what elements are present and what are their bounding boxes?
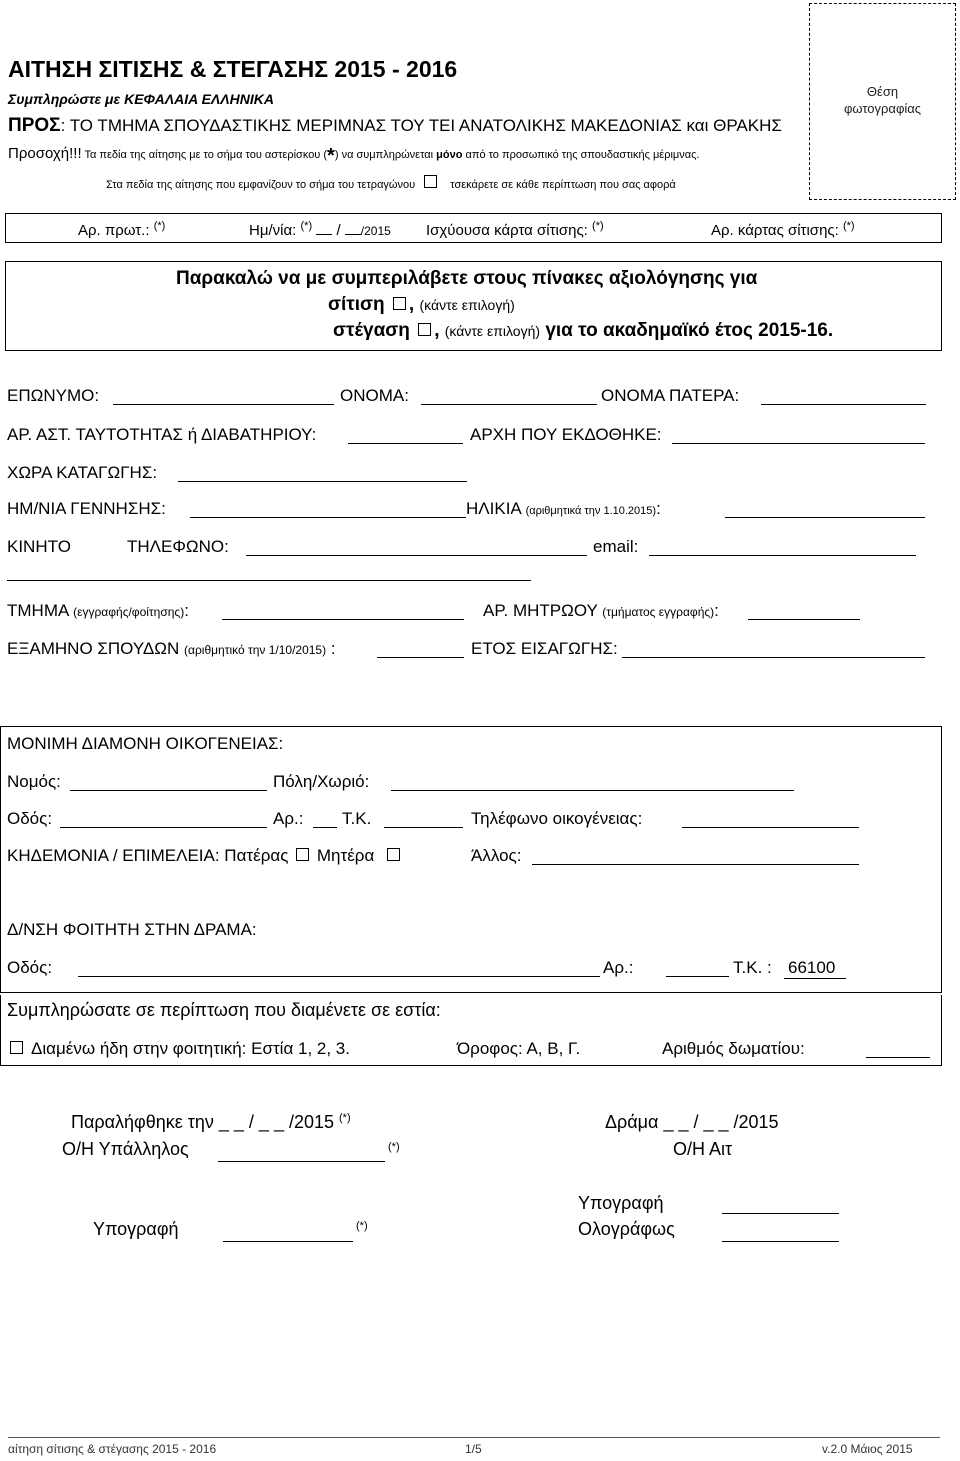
academic-year-text: για το ακαδημαϊκό έτος 2015-16.	[545, 320, 834, 341]
valid-card-text: Ισχύουσα κάρτα σίτισης:	[426, 222, 588, 239]
drama-number-field[interactable]	[666, 976, 729, 977]
received-date-text: Παραλήφθηκε την _ _ / _ _ /2015	[71, 1112, 334, 1132]
other-guardian-label: Άλλος:	[471, 846, 522, 865]
received-star-marker: (*)	[339, 1112, 351, 1124]
street-label: Οδός:	[7, 809, 53, 828]
family-phone-field[interactable]	[682, 827, 859, 828]
department-text: ΤΜΗΜΑ	[7, 601, 69, 620]
attention-label: Προσοχή!!!	[8, 145, 82, 162]
admin-star-marker: (*)	[842, 220, 855, 232]
country-label: ΧΩΡΑ ΚΑΤΑΓΩΓΗΣ:	[7, 463, 158, 482]
signature-star-marker: (*)	[356, 1220, 368, 1232]
checkbox-icon	[424, 175, 437, 188]
age-field[interactable]	[725, 517, 925, 518]
admin-row	[5, 213, 942, 243]
footer-left: αίτηση σίτισης & στέγασης 2015 - 2016	[8, 1442, 217, 1456]
id-number-field[interactable]	[348, 443, 463, 444]
father-name-label: ΟΝΟΜΑ ΠΑΤΕΡΑ:	[601, 386, 740, 405]
applicant-label: Ο/Η Αιτ	[673, 1139, 733, 1159]
other-guardian-field[interactable]	[532, 864, 859, 865]
email-label: email:	[593, 537, 639, 556]
entry-year-label: ΕΤΟΣ ΕΙΣΑΓΩΓΗΣ:	[471, 639, 618, 658]
form-title: ΑΙΤΗΣΗ ΣΙΤΙΣΗΣ & ΣΤΕΓΑΣΗΣ 2015 - 2016	[8, 56, 458, 82]
meals-checkbox[interactable]	[393, 297, 406, 310]
registry-number-note: (τμήματος εγγραφής)	[602, 605, 715, 619]
drama-address-heading: Δ/ΝΣΗ ΦΟΙΤΗΤΗ ΣΤΗΝ ΔΡΑΜΑ:	[7, 920, 257, 939]
phone-field[interactable]	[246, 555, 587, 556]
drama-street-field[interactable]	[78, 976, 600, 977]
drama-postcode-label: Τ.Κ. :	[733, 958, 772, 977]
surname-label: ΕΠΩΝΥΜΟ:	[7, 386, 100, 405]
attention-text-c: από το προσωπικό της σπουδαστικής μέριμνας.	[465, 149, 700, 161]
valid-card-label	[426, 220, 604, 239]
semester-note: (αριθμητικό την 1/10/2015)	[184, 643, 327, 657]
name-field[interactable]	[421, 404, 597, 405]
department-field[interactable]	[222, 619, 464, 620]
photo-placeholder	[809, 3, 956, 200]
prefecture-field[interactable]	[70, 790, 267, 791]
registry-number-text: ΑΡ. ΜΗΤΡΩΟΥ	[483, 601, 598, 620]
street-number-label: Αρ.:	[273, 809, 304, 828]
clerk-name-field[interactable]	[218, 1161, 385, 1162]
age-note: (αριθμητικά την 1.10.2015)	[525, 505, 657, 517]
email-continuation-field[interactable]	[7, 580, 531, 581]
issuing-authority-label: ΑΡΧΗ ΠΟΥ ΕΚΔΟΘΗΚΕ:	[470, 425, 662, 444]
department-note: (εγγραφής/φοίτησης)	[73, 605, 185, 619]
attention-text-b: ) να συμπληρώνεται	[334, 149, 434, 161]
drama-postcode-value: 66100	[784, 958, 846, 979]
city-label: Πόλη/Χωριό:	[273, 772, 370, 791]
age-text: ΗΛΙΚΙΑ	[466, 499, 521, 518]
asterisk-icon: *	[327, 145, 335, 167]
request-line2: σίτιση , (κάντε επιλογή)	[328, 294, 515, 315]
issuing-authority-field[interactable]	[672, 443, 925, 444]
postcode-label: Τ.Κ.	[342, 809, 372, 828]
request-line1: Παρακαλώ να με συμπεριλάβετε στους πίνακες αξιολόγησης για	[176, 268, 758, 289]
admin-star-marker: (*)	[153, 220, 166, 232]
footer-rule	[8, 1437, 940, 1438]
protocol-number-label	[78, 220, 165, 239]
father-checkbox[interactable]	[296, 848, 309, 861]
surname-field[interactable]	[113, 404, 334, 405]
date-text: Ημ/νία:	[249, 222, 297, 239]
dorm-resident-row	[10, 1039, 350, 1059]
received-date	[71, 1112, 351, 1133]
request-line3: στέγαση , (κάντε επιλογή) για το ακαδημαϊκό έτος 2015-16.	[333, 320, 834, 341]
footer-version: v.2.0 Μάιος 2015	[822, 1442, 913, 1456]
clerk-label: Ο/Η Υπάλληλος	[62, 1139, 189, 1159]
dorm-room-label: Αριθμός δωματίου:	[662, 1039, 805, 1058]
checkbox-instruction-b: τσεκάρετε σε κάθε περίπτωση που σας αφορά	[450, 179, 676, 191]
postcode-field[interactable]	[384, 827, 463, 828]
photo-label-line1: Θέση	[866, 84, 899, 99]
housing-choose-hint: (κάντε επιλογή)	[444, 323, 541, 339]
custody-label: ΚΗΔΕΜΟΝΙΑ / ΕΠΙΜΕΛΕΙΑ: Πατέρας	[7, 846, 289, 865]
attention-only: μόνο	[436, 149, 463, 161]
dorm-resident-checkbox[interactable]	[10, 1041, 23, 1054]
dorm-room-field[interactable]	[866, 1057, 930, 1058]
mother-label: Μητέρα	[316, 846, 375, 865]
country-field[interactable]	[178, 481, 467, 482]
department-label: ΤΜΗΜΑ (εγγραφής/φοίτησης):	[7, 601, 189, 620]
checkbox-instruction-a: Στα πεδία της αίτησης που εμφανίζουν το σήμα του τετραγώνου	[106, 179, 416, 191]
request-box	[5, 261, 942, 351]
form-subtitle: Συμπληρώστε με ΚΕΦΑΛΑΙΑ ΕΛΛΗΝΙΚΑ	[8, 91, 274, 107]
mobile-label: ΚΙΝΗΤΟ	[7, 537, 71, 556]
admin-star-marker: (*)	[300, 220, 313, 232]
street-number-field[interactable]	[313, 827, 337, 828]
addressee-text: : ΤΟ ΤΜΗΜΑ ΣΠΟΥΔΑΣΤΙΚΗΣ ΜΕΡΙΜΝΑΣ ΤΟΥ ΤΕΙ ΑΝΑΤΟΛΙΚΗΣ ΜΑΚΕΔΟΝΙΑΣ και ΘΡΑΚΗΣ	[60, 116, 782, 135]
semester-text: ΕΞΑΜΗΝΟ ΣΠΟΥΔΩΝ	[7, 639, 180, 658]
card-number-label	[711, 220, 855, 239]
applicant-signature-field[interactable]	[722, 1213, 839, 1214]
date-label: Ημ/νία: (*) / /2015	[249, 220, 391, 239]
date-year: /2015	[360, 224, 391, 238]
city-field[interactable]	[391, 790, 794, 791]
clerk-signature-field[interactable]	[223, 1241, 353, 1242]
addressee-label: ΠΡΟΣ	[8, 115, 61, 136]
dorm-heading: Συμπληρώσατε σε περίπτωση που διαμένετε σε εστία:	[7, 1000, 441, 1020]
attention-line	[8, 145, 699, 168]
prefecture-label: Νομός:	[7, 772, 61, 791]
card-number-text: Αρ. κάρτας σίτισης:	[711, 222, 839, 239]
applicant-signature-label: Υπογραφή	[578, 1193, 664, 1213]
age-label: ΗΛΙΚΙΑ (αριθμητικά την 1.10.2015):	[466, 499, 661, 518]
housing-label: στέγαση	[333, 320, 410, 341]
name-label: ΟΝΟΜΑ:	[340, 386, 409, 405]
family-residence-heading: ΜΟΝΙΜΗ ΔΙΑΜΟΝΗ ΟΙΚΟΓΕΝΕΙΑΣ:	[7, 734, 284, 753]
meals-choose-hint: (κάντε επιλογή)	[419, 297, 515, 313]
checkbox-instruction	[106, 175, 676, 191]
meals-label: σίτιση	[328, 294, 385, 315]
entry-year-field[interactable]	[622, 657, 925, 658]
clerk-star-marker: (*)	[388, 1141, 400, 1153]
photo-label-line2: φωτογραφίας	[843, 101, 922, 116]
drama-street-label: Οδός:	[7, 958, 53, 977]
street-field[interactable]	[60, 827, 267, 828]
family-phone-label: Τηλέφωνο οικογένειας:	[471, 809, 643, 828]
mother-checkbox[interactable]	[387, 848, 400, 861]
semester-label: ΕΞΑΜΗΝΟ ΣΠΟΥΔΩΝ (αριθμητικό την 1/10/2015) :	[7, 639, 336, 658]
addressee-line	[8, 115, 782, 137]
birthdate-field[interactable]	[190, 517, 466, 518]
id-number-label: ΑΡ. ΑΣΤ. ΤΑΥΤΟΤΗΤΑΣ ή ΔΙΑΒΑΤΗΡΙΟΥ:	[7, 425, 317, 444]
birthdate-label: ΗΜ/ΝΙΑ ΓΕΝΝΗΣΗΣ:	[7, 499, 166, 518]
custody-row	[7, 846, 403, 866]
semester-field[interactable]	[377, 657, 464, 658]
full-name-field[interactable]	[722, 1241, 839, 1242]
full-name-label: Ολογράφως	[578, 1219, 675, 1239]
registry-number-field[interactable]	[748, 619, 860, 620]
registry-number-label: ΑΡ. ΜΗΤΡΩΟΥ (τμήματος εγγραφής):	[483, 601, 719, 620]
attention-text-a: Τα πεδία της αίτησης με το σήμα του αστερίσκου (	[84, 149, 328, 161]
admin-star-marker: (*)	[592, 220, 604, 232]
place-date: Δράμα _ _ / _ _ /2015	[605, 1112, 779, 1132]
drama-number-label: Αρ.:	[603, 958, 634, 977]
father-name-field[interactable]	[761, 404, 926, 405]
email-field[interactable]	[649, 555, 916, 556]
footer-page: 1/5	[465, 1442, 482, 1456]
dorm-floor-text: Όροφος: Α, Β, Γ.	[457, 1039, 581, 1058]
protocol-number-text: Αρ. πρωτ.:	[78, 222, 150, 239]
clerk-signature-label: Υπογραφή	[93, 1219, 179, 1239]
housing-checkbox[interactable]	[418, 323, 431, 336]
phone-label: ΤΗΛΕΦΩΝΟ:	[127, 537, 229, 556]
dorm-resident-text: Διαμένω ήδη στην φοιτητική: Εστία 1, 2, 3.	[31, 1039, 350, 1058]
